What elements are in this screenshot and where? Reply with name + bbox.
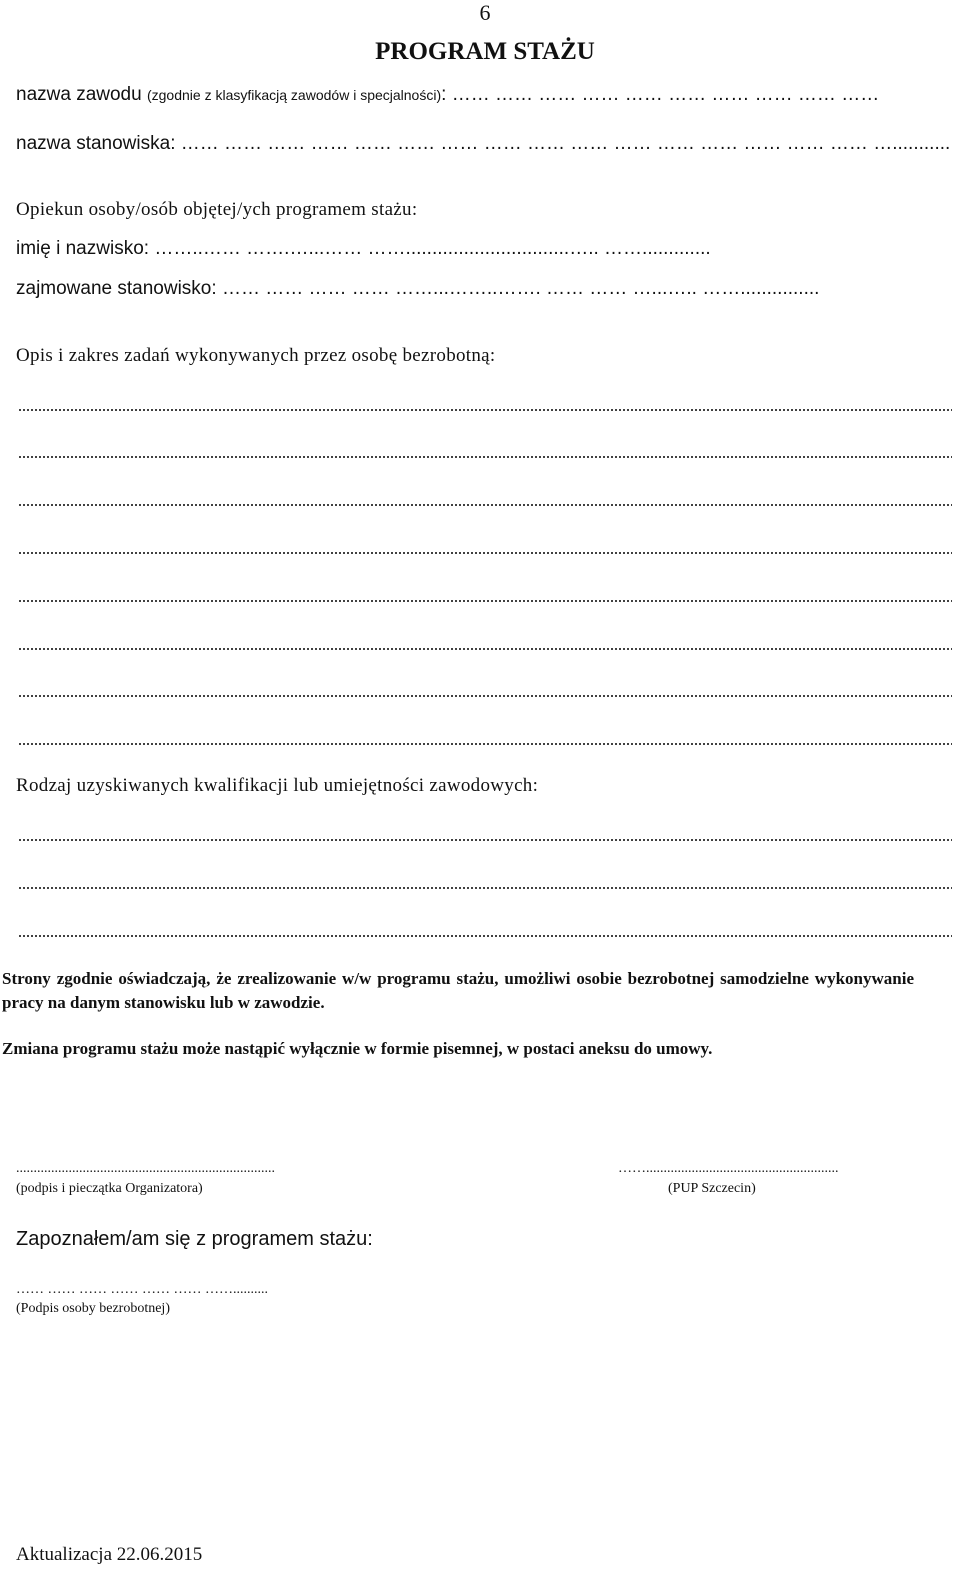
position-field xyxy=(16,133,950,155)
tasks-line xyxy=(18,456,952,458)
qualifications-line xyxy=(18,839,952,841)
position-dots: …… …… …… …… …… …… …… …… …… …… …… …… …… …… …… …… …........... xyxy=(180,133,951,154)
qualifications-line xyxy=(18,887,952,889)
tasks-line xyxy=(18,409,952,411)
job-title-dots: …… …… …… …… ……...……..……. …… …… …...….. ……............... xyxy=(221,278,820,299)
occupation-colon: : xyxy=(441,84,447,105)
job-title-field xyxy=(16,278,819,300)
tasks-line xyxy=(18,648,952,650)
page-number: 6 xyxy=(479,0,491,25)
tasks-line xyxy=(18,504,952,506)
organizer-signature-caption: (podpis i pieczątka Organizatora) xyxy=(16,1181,203,1196)
acknowledgement-label: Zapoznałem/am się z programem stażu: xyxy=(16,1228,373,1250)
occupation-dots: …… …… …… …… …… …… …… …… …… …… xyxy=(451,84,880,105)
tasks-heading: Opis i zakres zadań wykonywanych przez osobę bezrobotną: xyxy=(16,345,496,366)
declaration-statement: Strony zgodnie oświadczają, że zrealizowanie w/w programu stażu, umożliwi osobie bezrobotnej samodzielne wykonywanie pracy na danym stanowisku lub w zawodzie. xyxy=(2,969,914,1012)
pup-signature-caption: (PUP Szczecin) xyxy=(668,1181,756,1196)
page-title: PROGRAM STAŻU xyxy=(375,38,595,65)
qualifications-line xyxy=(18,935,952,937)
unemployed-signature-line: …… …… …… …… …… …… …….......... xyxy=(16,1282,268,1297)
name-label: imię i nazwisko: xyxy=(16,238,150,259)
unemployed-signature-caption: (Podpis osoby bezrobotnej) xyxy=(16,1301,170,1316)
occupation-label: nazwa zawodu xyxy=(16,84,142,105)
name-field xyxy=(16,238,711,260)
pup-signature-line: ……....................................................... xyxy=(618,1161,839,1176)
tasks-line xyxy=(18,743,952,745)
update-date: Aktualizacja 22.06.2015 xyxy=(16,1544,203,1565)
occupation-field xyxy=(16,84,879,106)
tasks-line xyxy=(18,552,952,554)
amendment-statement: Zmiana programu stażu może nastąpić wyłącznie w formie pisemnej, w postaci aneksu do umowy. xyxy=(2,1039,713,1058)
occupation-note: (zgodnie z klasyfikacją zawodów i specjalności) xyxy=(146,87,442,103)
qualifications-heading: Rodzaj uzyskiwanych kwalifikacji lub umiejętności zawodowych: xyxy=(16,775,539,796)
job-title-label: zajmowane stanowisko: xyxy=(16,278,217,299)
tasks-line xyxy=(18,695,952,697)
supervisor-heading: Opiekun osoby/osób objętej/ych programem stażu: xyxy=(16,199,418,220)
tasks-line xyxy=(18,600,952,602)
organizer-signature-line: .......................................................................... xyxy=(16,1161,275,1176)
name-dots: ……..…… …….…...…… ……...............................….. ……............. xyxy=(154,238,711,259)
position-label: nazwa stanowiska: xyxy=(16,133,176,154)
